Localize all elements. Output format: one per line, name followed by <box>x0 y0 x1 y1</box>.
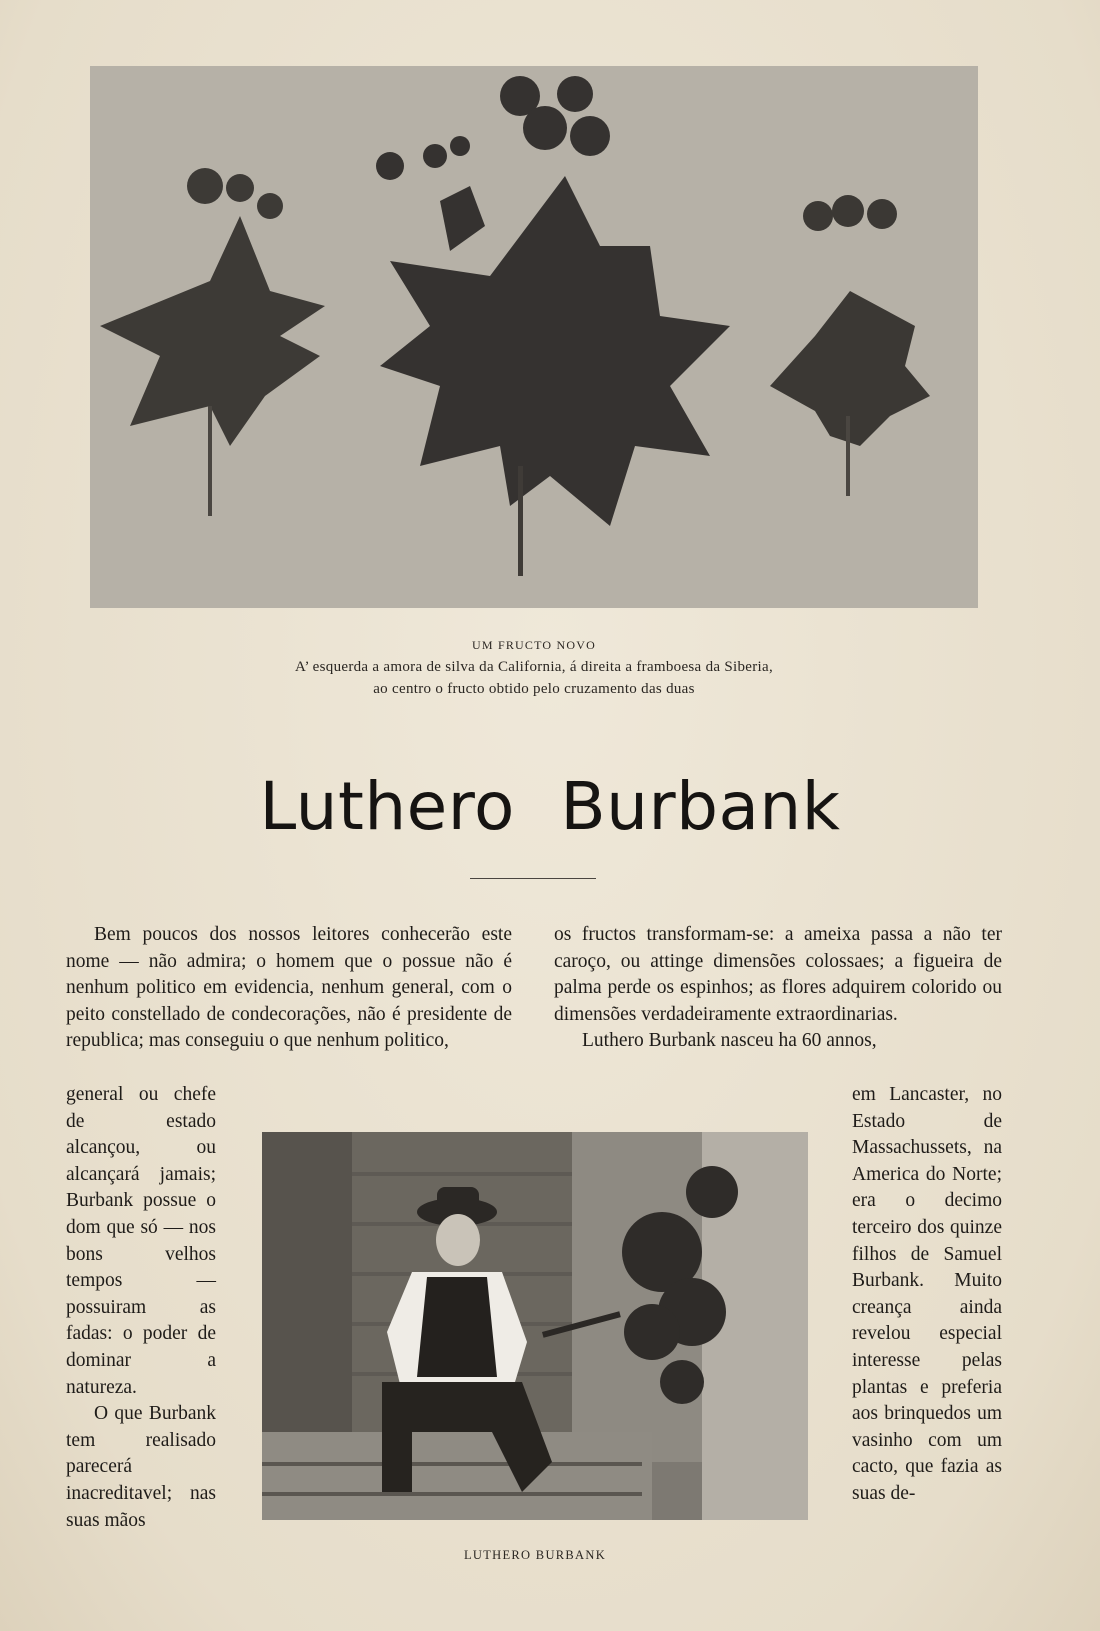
top-figure-caption <box>90 634 978 700</box>
paragraph-birth-continued: em Lancaster, no Estado de Massachussets, na America do Norte; era o decimo terceiro dos quinze filhos de Samuel Burbank. Muito creança ainda revelou especial interesse pelas plantas e preferia aos brinquedos um vasinho com um cacto, que fazia as suas de- <box>852 1084 1002 1504</box>
top-caption-title: UM FRUCTO NOVO <box>472 638 596 652</box>
left-column-narrow <box>66 1082 216 1534</box>
top-caption-line-1: A’ esquerda a amora de silva da California, á direita a framboesa da Siberia, <box>294 659 774 675</box>
left-column-top <box>66 922 512 1055</box>
title-divider <box>470 878 596 879</box>
portrait-photo <box>262 1132 808 1520</box>
paragraph-birth: Luthero Burbank nasceu ha 60 annos, <box>582 1030 877 1052</box>
portrait-image <box>262 1132 808 1520</box>
paragraph-fruits: os fructos transformam-se: a ameixa passa a não ter caroço, ou attinge dimensões colossaes; a figueira de palma perde os espinhos; as flores adquirem colorido ou dimensões verdadeiramente extraordinarias. <box>554 924 1002 1025</box>
portrait-caption: LUTHERO BURBANK <box>463 1548 607 1562</box>
paragraph-intro-continued: general ou chefe de estado alcançou, ou alcançará jamais; Burbank possue o dom que só — nos bons velhos tempos — possuiram as fadas: o poder de dominar a natureza. <box>66 1084 216 1398</box>
right-column-top <box>554 922 1002 1055</box>
top-caption-line-2: ao centro o fructo obtido pelo cruzamento das duas <box>373 681 695 697</box>
right-column-narrow <box>852 1082 1002 1508</box>
fruit-leaves-photo <box>90 66 978 608</box>
paragraph-intro: Bem poucos dos nossos leitores conhecerão este nome — não admira; o homem que o possue não é nenhum politico em evidencia, nenhum general, com o peito constellado de condecorações, não é presidente de republica; mas conseguiu o que nenhum politico, <box>66 924 512 1052</box>
paragraph-achievements: O que Burbank tem realisado parecerá inacreditavel; nas suas mãos <box>66 1403 216 1531</box>
article-title: Luthero Burbank <box>259 768 841 845</box>
fruit-leaves-image <box>90 66 978 608</box>
